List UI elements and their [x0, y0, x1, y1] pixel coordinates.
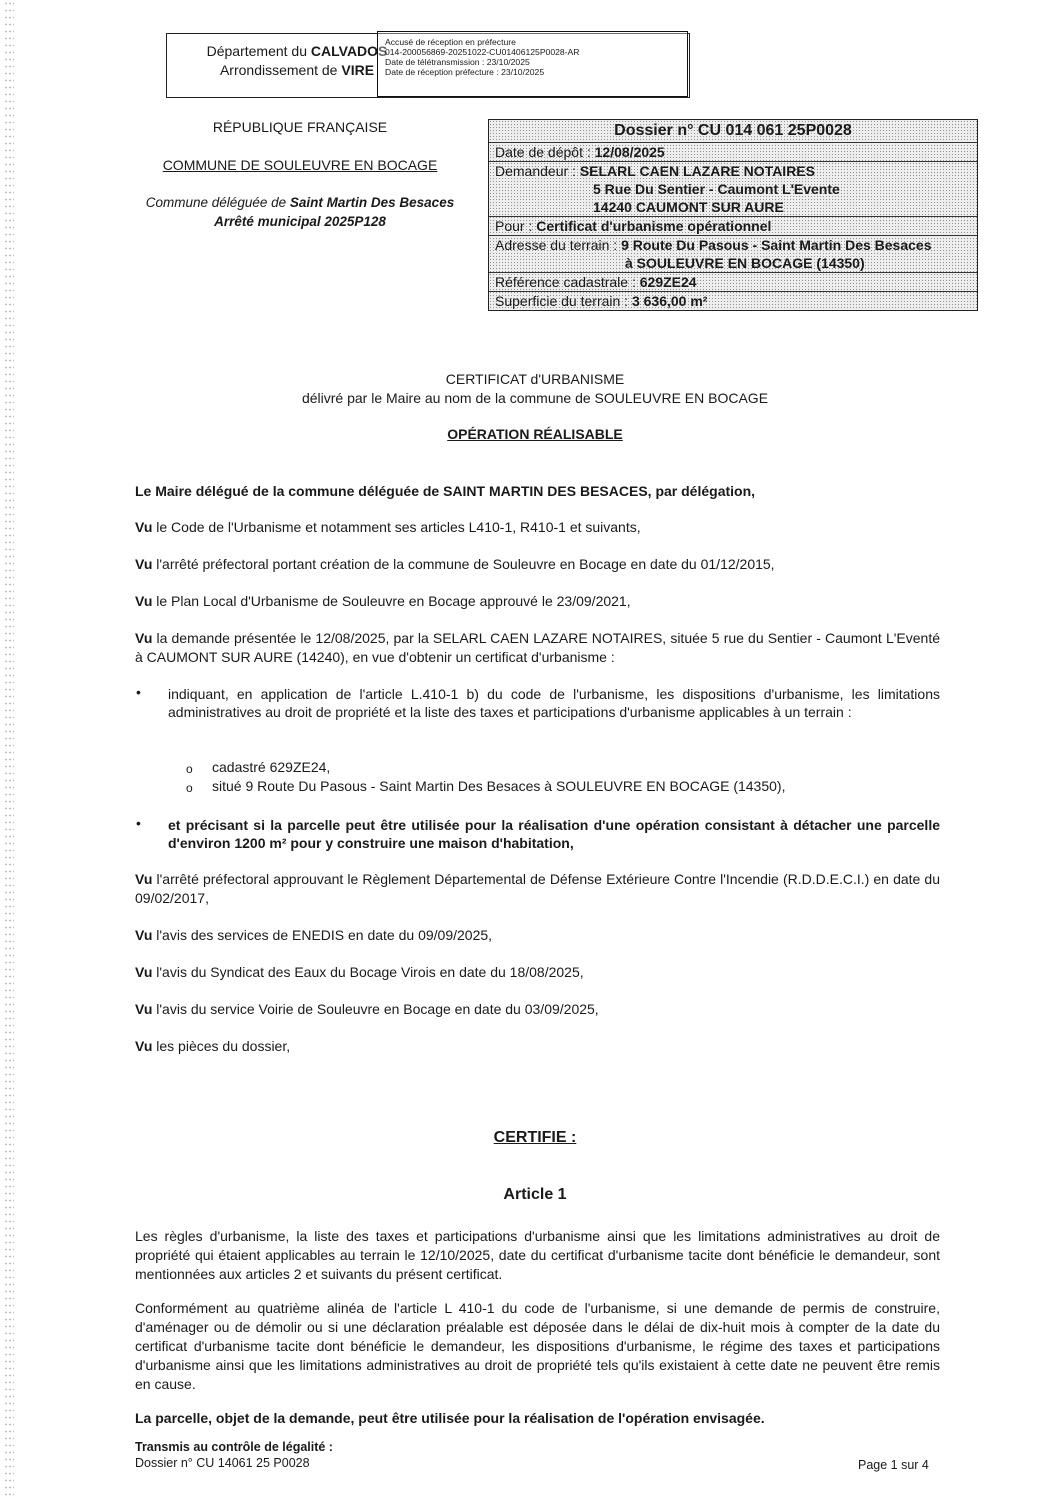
- vu-keyword: Vu: [135, 630, 153, 646]
- vu-text: le Code de l'Urbanisme et notamment ses articles L410-1, R410-1 et suivants,: [156, 519, 641, 535]
- vu-text: les pièces du dossier,: [156, 1038, 291, 1054]
- vu-paragraph: [135, 518, 940, 537]
- article-1-paragraph-1: Les règles d'urbanisme, la liste des taxes et participations d'urbanisme ainsi que les limitations administratives au droit de propriété qui étaient applicables au terrain le 12/10/2025, date du certificat d'urbanisme tacite dont bénéficie le demandeur, sont mentionnées aux articles 2 et suivants du présent certificat.: [135, 1228, 940, 1282]
- vu-keyword: Vu: [135, 556, 153, 572]
- bullet-item: indiquant, en application de l'article L.410-1 b) du code de l'urbanisme, les dispositions d'urbanisme, les limitations administratives au droit de propriété et la liste des taxes et participations d'urbanisme applicables à un terrain :: [168, 686, 940, 720]
- sub-bullet-marker: o: [186, 762, 193, 776]
- vu-keyword: Vu: [135, 927, 153, 943]
- demandeur-name: SELARL CAEN LAZARE NOTAIRES: [579, 163, 815, 179]
- stamp-line: Accusé de réception en préfecture: [385, 37, 516, 47]
- vu-text: l'avis des services de ENEDIS en date du 09/09/2025,: [156, 927, 493, 943]
- vu-keyword: Vu: [135, 964, 153, 980]
- demandeur-address-1: 5 Rue Du Sentier - Caumont L'Evente: [593, 181, 840, 197]
- department-prefix: Département du: [206, 43, 308, 59]
- commune-deleguee-name: Saint Martin Des Besaces: [289, 195, 455, 210]
- article-1-conclusion: La parcelle, objet de la demande, peut être utilisée pour la réalisation de l'opération envisagée.: [135, 1410, 765, 1426]
- vu-text: l'avis du service Voirie de Souleuvre en Bocage en date du 03/09/2025,: [156, 1001, 599, 1017]
- arrete-number: Arrêté municipal 2025P128: [214, 214, 386, 229]
- bullet-marker: •: [136, 684, 141, 700]
- demandeur-address-2: 14240 CAUMONT SUR AURE: [593, 199, 784, 215]
- arrondissement-name: VIRE: [341, 62, 375, 78]
- reference-label: Référence cadastrale :: [495, 274, 636, 290]
- vu-text: l'arrêté préfectoral portant création de la commune de Souleuvre en Bocage en date du 01/12/2015,: [156, 556, 775, 572]
- pour-value: Certificat d'urbanisme opérationnel: [536, 218, 772, 234]
- dossier-title: Dossier n° CU 014 061 25P0028: [614, 122, 852, 139]
- vu-keyword: Vu: [135, 1001, 153, 1017]
- commune-deleguee: [112, 195, 488, 210]
- demandeur-row: [489, 161, 977, 216]
- vu-paragraph: [135, 926, 940, 945]
- adresse-label: Adresse du terrain :: [495, 237, 618, 253]
- certificate-title-line-1: CERTIFICAT d'URBANISME: [445, 371, 625, 387]
- depot-row: [489, 142, 977, 161]
- article-1-title: Article 1: [503, 1186, 567, 1203]
- depot-value: 12/08/2025: [594, 144, 665, 160]
- sub-bullet-item: situé 9 Route Du Pasous - Saint Martin Des Besaces à SOULEUVRE EN BOCAGE (14350),: [212, 778, 786, 794]
- vu-text: l'avis du Syndicat des Eaux du Bocage Virois en date du 18/08/2025,: [156, 964, 584, 980]
- commune-heading: COMMUNE DE SOULEUVRE EN BOCAGE: [162, 157, 438, 173]
- page-number: Page 1 sur 4: [858, 1458, 929, 1472]
- pour-label: Pour :: [495, 218, 533, 234]
- adresse-value-2: à SOULEUVRE EN BOCAGE (14350): [625, 255, 865, 271]
- vu-keyword: Vu: [135, 593, 153, 609]
- vu-keyword: Vu: [135, 871, 153, 887]
- prefecture-stamp: [377, 31, 688, 97]
- stamp-line: Date de réception préfecture : 23/10/2025: [385, 67, 545, 77]
- vu-keyword: Vu: [135, 519, 153, 535]
- superficie-row: [489, 291, 977, 310]
- footer-transmis: Transmis au contrôle de légalité :: [135, 1440, 333, 1454]
- department-name: CALVADOS: [310, 43, 388, 59]
- bullet-item: et précisant si la parcelle peut être utilisée pour la réalisation d'une opération consistant à détacher une parcelle d'environ 1200 m² pour y construire une maison d'habitation,: [168, 817, 940, 851]
- depot-label: Date de dépôt :: [495, 144, 591, 160]
- vu-paragraph: [135, 555, 940, 574]
- vu-text: la demande présentée le 12/08/2025, par la SELARL CAEN LAZARE NOTAIRES, située 5 rue du Sentier - Caumont L'Eventé à CAUMONT SUR AURE (14240), en vue d'obtenir un certificat d'urbanisme :: [135, 630, 940, 665]
- sub-bullet-marker: o: [186, 781, 193, 795]
- demandeur-label: Demandeur :: [495, 163, 576, 179]
- superficie-label: Superficie du terrain :: [495, 293, 629, 309]
- vu-paragraph: [135, 1000, 940, 1019]
- reference-row: [489, 272, 977, 291]
- maire-statement: Le Maire délégué de la commune déléguée de SAINT MARTIN DES BESACES, par délégation,: [135, 483, 756, 499]
- dossier-box: [488, 119, 978, 311]
- bullet-marker: •: [136, 815, 141, 831]
- adresse-value-1: 9 Route Du Pasous - Saint Martin Des Besaces: [621, 237, 932, 253]
- adresse-row: [489, 235, 977, 272]
- operation-status: OPÉRATION RÉALISABLE: [447, 426, 623, 442]
- certificate-title: [130, 370, 940, 408]
- vu-paragraph: [135, 870, 940, 908]
- arrondissement-prefix: Arrondissement de: [219, 62, 338, 78]
- scan-edge-dots: [4, 0, 14, 1497]
- vu-text: le Plan Local d'Urbanisme de Souleuvre en Bocage approuvé le 23/09/2021,: [156, 593, 631, 609]
- stamp-line: Date de télétransmission : 23/10/2025: [385, 57, 530, 67]
- certificate-title-line-2: délivré par le Maire au nom de la commune de SOULEUVRE EN BOCAGE: [301, 390, 769, 406]
- article-1-paragraph-2: Conformément au quatrième alinéa de l'article L 410-1 du code de l'urbanisme, si une demande de permis de construire, d'aménager ou de démolir ou si une déclaration préalable est déposée dans le délai de dix-huit mois à compter de la date du certificat d'urbanisme tacite dont bénéficie le demandeur, les dispositions d'urbanisme, le régime des taxes et participations d'urbanisme ainsi que les limitations administratives au droit de propriété tels qu'ils existaient à cette date ne peuvent être remis en cause.: [135, 1300, 940, 1392]
- pour-row: [489, 216, 977, 235]
- footer-dossier: Dossier n° CU 14061 25 P0028: [135, 1456, 310, 1470]
- sub-bullet-item: cadastré 629ZE24,: [212, 759, 331, 775]
- vu-text: l'arrêté préfectoral approuvant le Règlement Départemental de Défense Extérieure Contre l'Incendie (R.D.D.E.C.I.) en date du 09/02/2017,: [135, 871, 941, 906]
- certifie-heading: CERTIFIE :: [493, 1129, 577, 1146]
- reference-value: 629ZE24: [639, 274, 697, 290]
- commune-deleguee-prefix: Commune déléguée de: [145, 195, 287, 210]
- vu-paragraph: [135, 963, 940, 982]
- vu-keyword: Vu: [135, 1038, 153, 1054]
- vu-paragraph: [135, 1037, 940, 1056]
- stamp-line: 014-200056869-20251022-CU01406125P0028-AR: [385, 47, 580, 57]
- republique-heading: RÉPUBLIQUE FRANÇAISE: [212, 119, 388, 135]
- vu-paragraph: [135, 629, 940, 667]
- superficie-value: 3 636,00 m²: [631, 293, 708, 309]
- vu-paragraph: [135, 592, 940, 611]
